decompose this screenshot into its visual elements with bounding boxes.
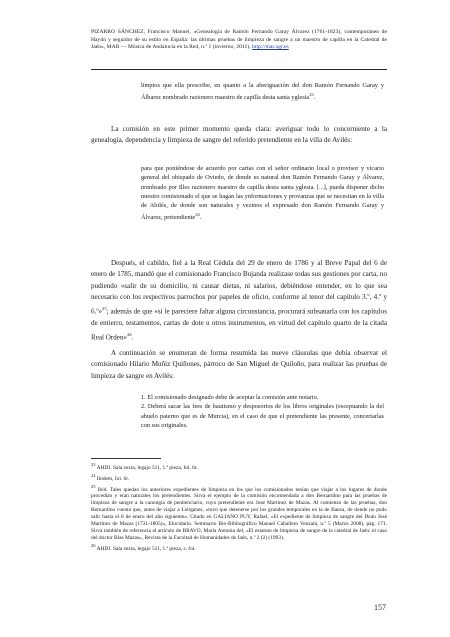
- paragraph-2-text: Después, el cabildo, fiel a la Real Cédula del 29 de enero de 1786 y al Breve Papal del 6 de enero de 1785, mandó que el comisionado Francisco Bujanda realizase todas sus gestiones por carta, no pudiendo «salir de su domicilio, ni causar dietas, ni salarios, debiéndose entender, en lo que sea necesario con los respectivos parrochos por papeles de oficio, conforme al tenor del capítulo 3.º, 4.º y 6.º»: [91, 259, 387, 316]
- footnotes: [91, 461, 387, 553]
- clause-item: 2. Deberá sacar las fees de bautismo y desposorios de los libros originales (escepuando la del abuelo paterno que es de Murcia), en el caso de que el pretendiente las presente, concertarlas con sus originales.: [141, 403, 384, 429]
- footnote-text: Ibid. Tales quedan los anteriores expedientes de limpieza en los que los comisionados tenían que viajar a los lugares de donde procedían y eran naturales los pretendientes. Sirva el ejemplo de la comisión encomendada a don Bernardino para las pruebas de limpieza de sangre a la canongía de penitenciario, cuyo pretendiente era José Martínez de Mazas. Al comienzo de las pruebas, don Bernardino cuenta que, antes de viajar a Liérganes, «tuvo que detenerse por los grandes temporales en la de Baeza, de donde no pudo salir hasta el 8 de enero del año siguiente». Citado en GALIANO PUY, Rafael, «El expediente de limpieza de sangre del Deán José Martínez de Mazas (1731-1805)», Elucidario. Seminario Bio-Bibliográfico Manuel Caballero Venzalá, n.º 5 (Marzo 2008), pág. 171. Sirva también de referencia el artículo de BRAVO, María Antonia del, «El estatuto de limpieza de sangre de la catedral de Jaén: el caso del doctor Blas Mazas», Revista de la Facultad de Humanidades de Jaén, n.º 2 (2) (1993).: [91, 486, 387, 542]
- paragraph-2-tail: ; además de que «si le pareciere faltar alguna circunstancia, procurará subsanarla con los capítulos de entierro, testamentos, cartas de dote u otros instrumentos, en virtud del capítulo quarto de la citada Real Orden»: [91, 307, 387, 342]
- page-number: 157: [374, 603, 386, 612]
- footnote-item: [91, 483, 387, 543]
- block-quote-1: limpios que ella prescribe, en quanto a la aberiguación del don Ramón Fernando Garay y Álbarez nombrado razionero maestro de capilla desta santa yglesia$^{23}$.: [141, 82, 384, 102]
- footnote-number: 23: [91, 462, 96, 467]
- paragraph-1-text: La comisión en este primer momento queda clara: averiguar todo lo concerniente a la genealogía, dependencia y limpieza de sangre del referido pretendiente en la villa de Avilés:: [91, 125, 387, 145]
- paragraph-3: [91, 348, 387, 382]
- paragraph-2-footnote-ref[interactable]: 25: [102, 306, 107, 312]
- footnote-item: [91, 542, 387, 553]
- header-citation-text: PIZARRO SÁNCHEZ, Francisco Manuel, «Genealogía de Ramón Fernando Garay Álvarez (1761-1823), contemporáneo de Haydn y seguidor de su estilo en España: las últimas pruebas de limpieza de sangre a un maestro de capilla en la Catedral de Jaén», MAR — Música de Andalucía en la Red, n.º 1 (invierno, 2011),: [91, 29, 387, 51]
- paragraph-1: [91, 124, 387, 147]
- footnote-text: AHDJ. Sala sexta, legajo 511, 1.ª pieza, s. fol.: [96, 546, 196, 553]
- footnote-number: 24: [91, 472, 96, 478]
- clause-item: 1. El comisionado designado debe de aceptar la comisión ante notario.: [141, 394, 319, 401]
- header-citation-link[interactable]: http://mar.ugr.es: [252, 44, 289, 51]
- quote-1-footnote-ref[interactable]: 23: [309, 92, 314, 98]
- header-rule: [91, 69, 387, 70]
- footnote-text: AHDJ. Sala sexta, legajo 511, 1.ª pieza, fol. 6r.: [96, 464, 198, 471]
- clause-list: [141, 393, 384, 430]
- footnote-separator: [91, 458, 161, 459]
- quote-2-text: para que poniéndose de acuerdo por cartas con el señor ordinario local o provisor y vicario general del obispado de Oviedo, de donde es natural don Ramón Fernando Garay y Álvarez, nombrado por Illes razionero maestro de capilla desta santa yglesia. [...], pueda disponer dicho nuestro comisionado el que se hagan las ynformaciones y provanzas que se necesitan en la villa de Abilés, de donde son naturales y vezinos el expresado don Ramón Fernando Garay y Álvarez, pretendiente: [141, 165, 384, 222]
- paragraph-2: Después, el cabildo, fiel a la Real Cédula del 29 de enero de 1786 y al Breve Papal del 6 de enero de 1785, mandó que el comisionado Francisco Bujanda realizase todas sus gestiones por carta, no pudiendo «salir de su domicilio, ni causar dietas, ni salarios, debiéndose entender, en lo que sea necesario con los respectivos parrochos por papeles de oficio, conforme al tenor del capítulo 3.º, 4.º y 6.º»$^{25}$; además de que «si le pareciere faltar alguna circunstancia, procurará subsanarla con los capítulos de entierro, testamentos, cartas de dote u otros instrumentos, en virtud del capítulo quarto de la citada Real Orden»$^{26}$.: [91, 259, 387, 342]
- block-quote-2: para que poniéndose de acuerdo por cartas con el señor ordinario local o provisor y vicario general del obispado de Oviedo, de donde es natural don Ramón Fernando Garay y Álvarez, nombrado por Illes razionero maestro de capilla desta santa yglesia. [...], pueda disponer dicho nuestro comisionado el que se hagan las ynformaciones y provanzas que se necesitan en la villa de Abilés, de donde son naturales y vezinos el expresado don Ramón Fernando Garay y Álvarez, pretendiente$^{24}$.: [141, 165, 384, 222]
- footnote-text: Ibidem, fol. 6r.: [96, 475, 130, 482]
- paragraph-2-footnote-ref-2[interactable]: 26: [127, 332, 132, 338]
- footnote-item: [91, 461, 387, 472]
- running-header-citation: [91, 29, 387, 52]
- footnote-number: 26: [91, 543, 96, 549]
- quote-2-footnote-ref[interactable]: 24: [195, 212, 200, 218]
- paragraph-3-text: A continuación se enumeran de forma resumida las nueve cláusulas que debía observar el comisionado Hilario Muñiz Quiñones, párroco de San Miguel de Quiloño, para realizar las pruebas de limpieza de sangre en Avilés:: [91, 349, 387, 380]
- footnote-item: [91, 472, 387, 483]
- footnote-number: 25: [91, 483, 96, 489]
- quote-1-text: limpios que ella prescribe, en quanto a la aberiguación del don Ramón Fernando Garay y Álbarez nombrado razionero maestro de capilla desta santa yglesia: [141, 82, 384, 102]
